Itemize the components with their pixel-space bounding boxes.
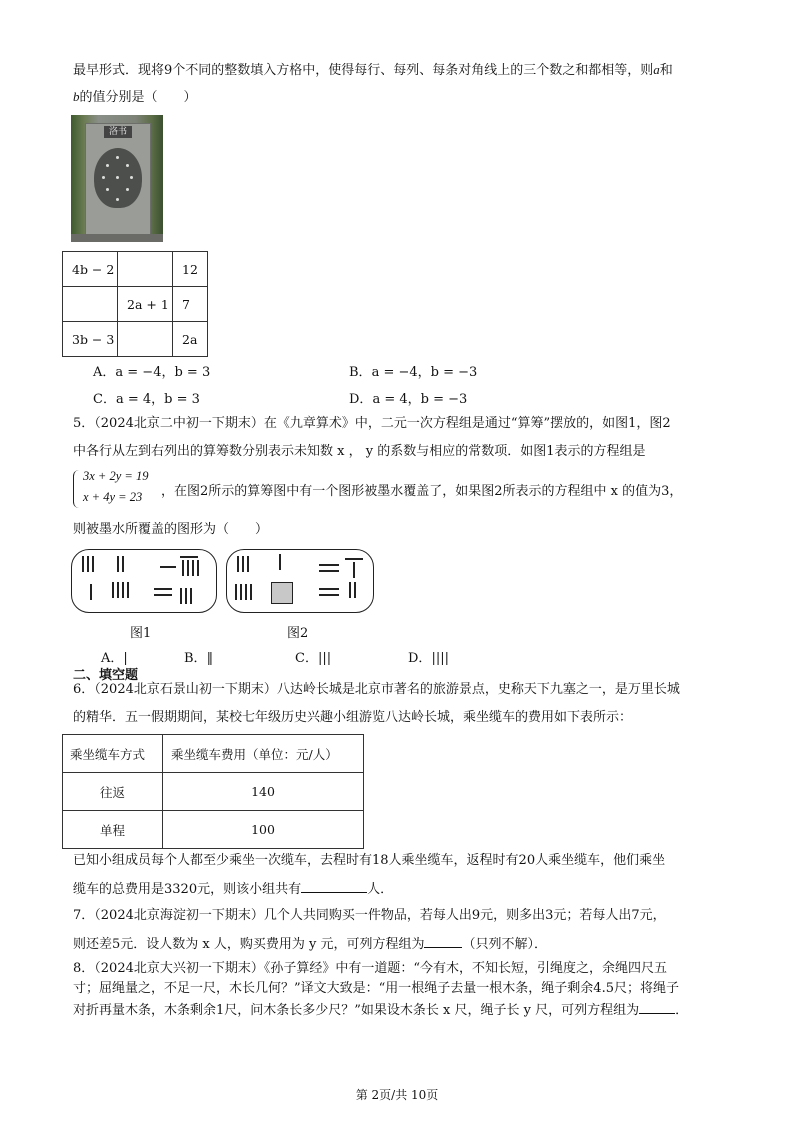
q8-line2: 寸；屈绳量之，不足一尺，木长几何？”译文大致是：“用一根绳子去量一根木条，绳子剩余4.5尺；将绳子 (73, 981, 679, 996)
table-cell: 140 (163, 773, 364, 811)
q5-line4: 则被墨水所覆盖的图形为（ ） (73, 522, 269, 537)
ink-covered-square (271, 582, 293, 604)
q5-eq2: x + 4y = 23 (83, 490, 143, 504)
q8-line1: 8．（2024北京大兴初一下期末）《孙子算经》中有一道题：“今有木，不知长短，引绳度之，余绳四尺五 (73, 961, 668, 976)
figure2-label: 图2 (287, 626, 309, 641)
q4-option-a[interactable]: A．a = −4，b = 3 (93, 365, 211, 380)
luoshu-photo (71, 115, 163, 242)
magic-square-grid (62, 251, 208, 357)
q4-option-d[interactable]: D．a = 4，b = −3 (349, 392, 468, 407)
table-cell: 单程 (63, 811, 163, 849)
q5-line3: ，在图2所示的算筹图中有一个图形被墨水覆盖了，如果图2所表示的方程组中 x 的值为3， (161, 484, 683, 499)
q5-option-a[interactable]: A．| (101, 651, 128, 666)
figure1-label: 图1 (130, 626, 152, 641)
grid-cell: 2a (173, 322, 208, 357)
q5-option-b[interactable]: B．‖ (184, 651, 214, 666)
photo-title: 洛书 (104, 126, 132, 138)
section-title: 二、填空题 (73, 668, 139, 683)
q7-line2: 则还差5元．设人数为 x 人，购买费用为 y 元，可列方程组为 （只列不解）． (73, 933, 547, 955)
q6-line1: 6．（2024北京石景山初一下期末）八达岭长城是北京市著名的旅游景点，史称天下九塞之一，是万里长城 (73, 682, 680, 697)
equation-brace (73, 470, 80, 508)
grid-cell: 7 (173, 287, 208, 322)
q5-line1: 5．（2024北京二中初一下期末）在《九章算术》中，二元一次方程组是通过“算筹”摆放的，如图1，图2 (73, 416, 671, 431)
q5-eq1: 3x + 2y = 19 (83, 469, 149, 483)
table-cell: 100 (163, 811, 364, 849)
q6-line2: 的精华．五一假期期间，某校七年级历史兴趣小组游览八达岭长城，乘坐缆车的费用如下表所示： (73, 710, 633, 725)
turtle-carving (94, 148, 142, 208)
q5-line2: 中各行从左到右列出的算筹数分别表示未知数 x ， y 的系数与相应的常数项．如图1表示的方程组是 (73, 444, 646, 459)
cable-car-fee-table (62, 734, 364, 849)
answer-blank[interactable] (639, 999, 675, 1014)
page-footer: 第 2页/共 10页 (355, 1088, 439, 1102)
q5-option-d[interactable]: D．|||| (408, 651, 449, 666)
answer-blank[interactable] (424, 933, 462, 948)
table-header: 乘坐缆车方式 (63, 735, 163, 773)
q8-line3: 对折再量木条，木条剩余1尺，问木条长多少尺？”如果设木条长 x 尺，绳子长 y 尺，可列方程组为 ． (73, 999, 688, 1021)
grid-cell: 12 (173, 252, 208, 287)
grid-cell (118, 252, 173, 287)
table-header: 乘坐缆车费用（单位：元/人） (163, 735, 364, 773)
q4-line1: 最早形式．现将9个不同的整数填入方格中，使得每行、每列、每条对角线上的三个数之和都相等，则a和 (73, 62, 673, 78)
grid-cell: 2a + 1 (118, 287, 173, 322)
figure2-rods (226, 549, 374, 613)
grid-cell: 4b − 2 (63, 252, 118, 287)
answer-blank[interactable] (301, 878, 367, 893)
q4-line2: b的值分别是（ ） (73, 89, 197, 105)
stele-base (71, 234, 163, 242)
q6-line3: 已知小组成员每个人都至少乘坐一次缆车，去程时有18人乘坐缆车，返程时有20人乘坐缆车，他们乘坐 (73, 853, 666, 868)
q5-option-c[interactable]: C．||| (295, 651, 332, 666)
table-cell: 往返 (63, 773, 163, 811)
q6-line4: 缆车的总费用是3320元，则该小组共有 人． (73, 878, 393, 900)
q4-option-b[interactable]: B．a = −4，b = −3 (349, 365, 478, 380)
grid-cell (63, 287, 118, 322)
grid-cell: 3b − 3 (63, 322, 118, 357)
grid-cell (118, 322, 173, 357)
stele-image (85, 123, 151, 237)
q7-line1: 7．（2024北京海淀初一下期末）几个人共同购买一件物品，若每人出9元，则多出3元；若每人出7元， (73, 908, 666, 923)
q4-option-c[interactable]: C．a = 4，b = 3 (93, 392, 200, 407)
figure1-rods (71, 549, 217, 613)
